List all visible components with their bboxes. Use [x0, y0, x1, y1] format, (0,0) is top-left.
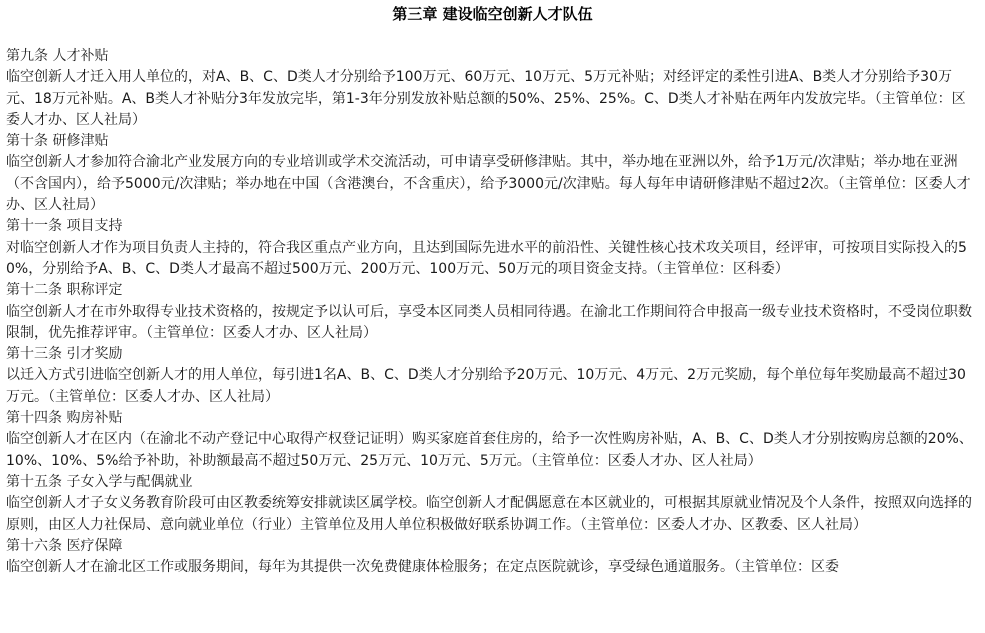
article-11 [6, 216, 979, 280]
article-body: 对临空创新人才作为项目负责人主持的，符合我区重点产业方向，且达到国际先进水平的前沿性、关键性核心技术攻关项目，经评审，可按项目实际投入的50%，分别给予A、B、C、D类人才最高不超过500万元、200万元、100万元、50万元的项目资金支持。（主管单位：区科委） [6, 239, 967, 277]
article-body: 临空创新人才迁入用人单位的，对A、B、C、D类人才分别给予100万元、60万元、10万元、5万元补贴；对经评定的柔性引进A、B类人才分别给予30万元、18万元补贴。A、B类人才补贴分3年发放完毕，第1-3年分别发放补贴总额的50%、25%、25%。C、D类人才补贴在两年内发放完毕。（主管单位：区委人才办、区人社局） [6, 69, 966, 128]
article-heading: 第十条 研修津贴 [6, 133, 109, 150]
article-heading: 第十三条 引才奖励 [6, 346, 123, 363]
article-heading: 第十四条 购房补贴 [6, 410, 123, 427]
article-10 [6, 131, 979, 216]
article-heading: 第十二条 职称评定 [6, 282, 123, 299]
article-body: 临空创新人才参加符合渝北产业发展方向的专业培训或学术交流活动，可申请享受研修津贴。其中，举办地在亚洲以外，给予1万元/次津贴；举办地在亚洲（不含国内），给予5000元/次津贴；举办地在中国（含港澳台，不含重庆），给予3000元/次津贴。每人每年申请研修津贴不超过2次。（主管单位：区委人才办、区人社局） [6, 154, 971, 214]
article-body: 以迁入方式引进临空创新人才的用人单位，每引进1名A、B、C、D类人才分别给予20万元、10万元、4万元、2万元奖励，每个单位每年奖励最高不超过30万元。（主管单位：区委人才办、区人社局） [6, 367, 966, 405]
article-body: 临空创新人才在市外取得专业技术资格的，按规定予以认可后，享受本区同类人员相同待遇。在渝北工作期间符合申报高一级专业技术资格时，不受岗位职数限制，优先推荐评审。（主管单位：区委人才办、区人社局） [6, 303, 972, 341]
article-15 [6, 472, 979, 536]
article-heading: 第九条 人才补贴 [6, 48, 109, 64]
article-12 [6, 280, 979, 344]
article-9 [6, 46, 979, 131]
article-heading: 第十六条 医疗保障 [6, 537, 123, 554]
article-13 [6, 344, 979, 408]
article-16 [6, 536, 979, 579]
article-14 [6, 408, 979, 472]
article-body: 临空创新人才在区内（在渝北不动产登记中心取得产权登记证明）购买家庭首套住房的，给予一次性购房补贴，A、B、C、D类人才分别按购房总额的20%、10%、10%、5%给予补助，补助额最高不超过50万元、25万元、10万元、5万元。（主管单位：区委人才办、区人社局） [6, 431, 973, 469]
article-heading: 第十五条 子女入学与配偶就业 [6, 473, 193, 490]
article-body: 临空创新人才子女义务教育阶段可由区教委统筹安排就读区属学校。临空创新人才配偶愿意在本区就业的，可根据其原就业情况及个人条件，按照双向选择的原则，由区人力社保局、意向就业单位（行业）主管单位及用人单位积极做好联系协调工作。（主管单位：区委人才办、区教委、区人社局） [6, 495, 972, 533]
chapter-title: 第三章 建设临空创新人才队伍 [392, 5, 593, 23]
article-heading: 第十一条 项目支持 [6, 218, 123, 235]
article-body: 临空创新人才在渝北区工作或服务期间，每年为其提供一次免费健康体检服务；在定点医院就诊，享受绿色通道服务。（主管单位：区委 [6, 559, 839, 576]
